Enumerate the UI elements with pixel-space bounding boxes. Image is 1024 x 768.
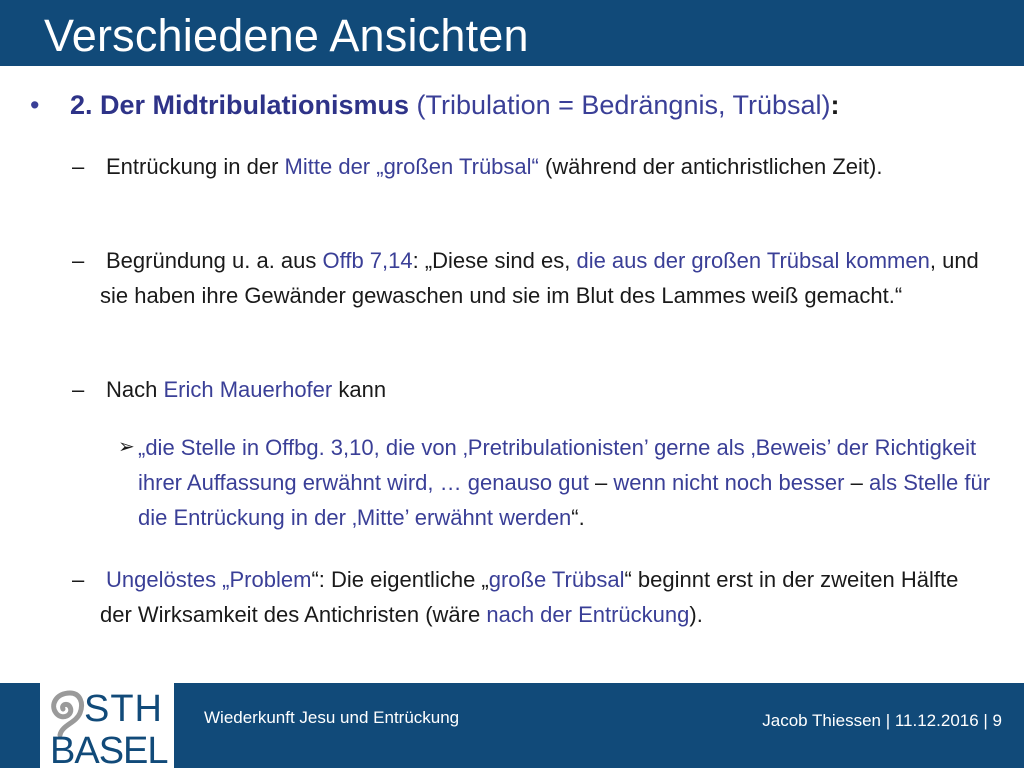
dash-marker: – [72, 567, 85, 592]
dash-marker: – [72, 377, 85, 402]
item1-text-c: (während der antichristlichen Zeit). [538, 154, 883, 179]
footer-course-title: Wiederkunft Jesu und Entrückung [204, 708, 460, 727]
main-bullet-plain: (Tribulation = Bedrängnis, Trübsal) [409, 90, 831, 120]
item1-text-a: Entrückung in der [106, 154, 285, 179]
footer-author-date-page: Jacob Thiessen | 11.12.2016 | 9 [762, 711, 1002, 730]
dash-marker: – [72, 248, 85, 273]
sth-basel-logo [40, 683, 174, 768]
item4-text-a: Ungelöstes „Problem [106, 567, 312, 592]
item4-text-d: “ beginnt erst in der zweiten Hälfte der Wirksamkeit des Antichristen (wäre [100, 567, 959, 627]
sub-item-entrueckung [72, 149, 992, 184]
quote-text-a: „die Stelle in Offbg. 3,10, die von ‚Pretribulationisten’ gerne als ‚Beweis’ der Richtigkeit ihrer Auffassung erwähnt wird, … genauso gut [138, 435, 977, 495]
item3-text-a: Nach [106, 377, 164, 402]
logo-graphic [40, 683, 174, 768]
item4-text-c: große Trübsal [488, 567, 625, 592]
svg-text:BASEL: BASEL [50, 730, 168, 768]
item4-text-b: “: Die eigentliche „ [311, 567, 489, 592]
sub-item-mauerhofer [72, 372, 992, 407]
dash-marker: – [72, 154, 85, 179]
bullet-dot: • [30, 90, 40, 120]
title-bar [0, 0, 1024, 66]
arrow-bullet-icon: ➢ [118, 436, 135, 458]
slide-title: Verschiedene Ansichten [44, 10, 529, 61]
quote-dash-1: – [594, 470, 608, 495]
quote-item [118, 430, 1008, 535]
item2-text-e: , und sie haben ihre Gewänder gewaschen und sie im Blut des Lammes weiß gemacht.“ [100, 248, 979, 308]
item3-text-b: Erich Mauerhofer [163, 377, 333, 402]
sub-item-problem [72, 562, 992, 632]
item2-text-b: Offb 7,14 [322, 248, 413, 273]
main-bullet-text [70, 88, 840, 122]
main-bullet-bold: 2. Der Midtribulationismus [70, 90, 410, 120]
quote-text-e: als Stelle für die Entrückung in der ‚Mitte’ erwähnt werden [138, 470, 991, 530]
sub-item-begruendung [72, 243, 992, 313]
quote-dash-2: – [850, 470, 863, 495]
quote-close: “. [571, 505, 585, 530]
svg-text:STH: STH [84, 688, 163, 730]
item2-text-c: : „Diese sind es, [412, 248, 577, 273]
quote-text-c: wenn nicht noch besser [607, 470, 851, 495]
item2-text-a: Begründung u. a. aus [106, 248, 323, 273]
main-bullet-colon: : [830, 90, 840, 120]
item4-text-e: nach der Entrückung [486, 602, 690, 627]
item4-text-f: ). [689, 602, 703, 627]
item2-text-d: die aus der großen Trübsal kommen [576, 248, 930, 273]
item3-text-c: kann [332, 377, 387, 402]
item1-text-b: Mitte der „großen Trübsal“ [284, 154, 539, 179]
